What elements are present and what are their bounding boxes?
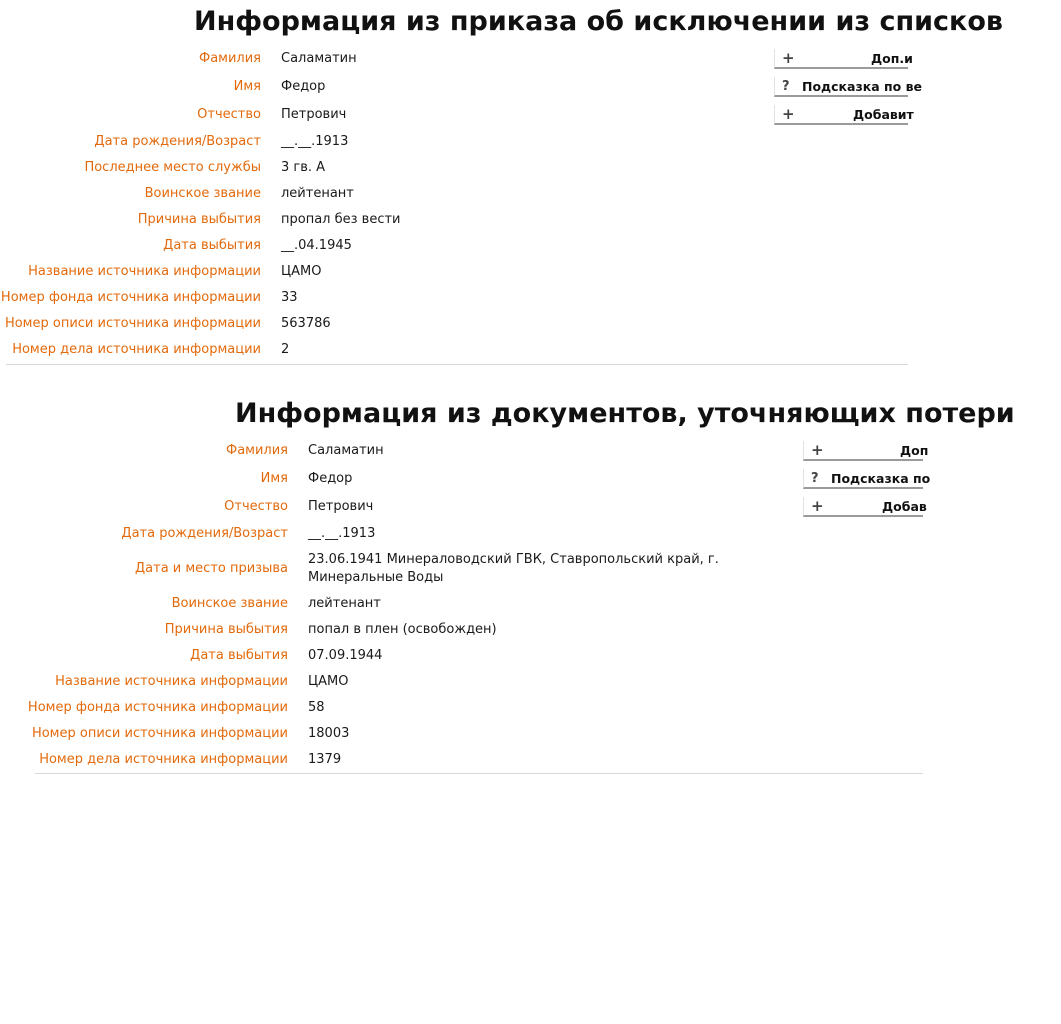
record-exclusion-order (0, 0, 1003, 370)
field-value: лейтенант (281, 186, 354, 201)
plus-icon: + (811, 441, 824, 459)
field-label: Номер фонда источника информации (0, 290, 261, 305)
field-value: 563786 (281, 316, 331, 331)
field-value: 3 гв. А (281, 160, 326, 175)
field-value: 33 (281, 290, 298, 305)
field-label: Отчество (224, 499, 288, 514)
field-value: 2 (281, 342, 290, 357)
field-value: лейтенант (308, 596, 381, 611)
field-label: Номер описи источника информации (4, 316, 261, 331)
question-icon: ? (811, 471, 819, 486)
field-value: ЦАМО (308, 674, 349, 689)
field-label: Номер дела источника информации (12, 342, 261, 357)
button-label: Подсказка по (831, 471, 931, 486)
field-label: Фамилия (226, 443, 288, 458)
field-value: __.04.1945 (281, 238, 352, 253)
field-value: попал в плен (освобожден) (308, 622, 497, 637)
search-hint-button[interactable] (803, 469, 931, 489)
field-value: 23.06.1941 Минераловодский ГВК, Ставропольский край, г. Минеральные Воды (308, 552, 719, 585)
field-label: Отчество (197, 107, 261, 122)
field-label: Фамилия (199, 51, 261, 66)
field-value: __.__.1913 (308, 526, 376, 541)
search-hint-button[interactable] (774, 77, 922, 97)
field-label: Дата и место призыва (135, 561, 288, 576)
field-label: Последнее место службы (84, 160, 261, 175)
field-value: ЦАМО (281, 264, 322, 279)
record-title: Информация из приказа об исключении из списков (194, 6, 1003, 37)
field-value: Петрович (308, 499, 374, 514)
field-value: 58 (308, 700, 325, 715)
field-label: Причина выбытия (137, 212, 261, 227)
field-label: Дата выбытия (163, 238, 261, 253)
field-value: Саламатин (281, 51, 357, 66)
additional-info-button[interactable] (774, 49, 913, 69)
field-label: Имя (260, 471, 288, 486)
button-label: Добав (882, 499, 927, 514)
field-label: Воинское звание (171, 596, 288, 611)
record-title: Информация из документов, уточняющих потери (235, 398, 1015, 429)
button-label: Доп.и (871, 51, 913, 66)
button-label: Подсказка по ве (802, 79, 922, 94)
field-label: Название источника информации (55, 674, 288, 689)
plus-icon: + (811, 497, 824, 515)
question-icon: ? (782, 79, 790, 94)
field-value: 18003 (308, 726, 350, 741)
plus-icon: + (782, 49, 795, 67)
field-value: __.__.1913 (281, 134, 349, 149)
field-label: Имя (233, 79, 261, 94)
plus-icon: + (782, 105, 795, 123)
add-button[interactable] (803, 497, 927, 517)
button-label: Доп (900, 443, 929, 458)
field-label: Название источника информации (28, 264, 261, 279)
additional-info-button[interactable] (803, 441, 929, 461)
field-label: Причина выбытия (164, 622, 288, 637)
field-value: 1379 (308, 752, 342, 767)
record-loss-clarification (0, 392, 1015, 777)
field-value: Петрович (281, 107, 347, 122)
field-value: Саламатин (308, 443, 384, 458)
field-label: Номер описи источника информации (31, 726, 288, 741)
field-label: Дата выбытия (190, 648, 288, 663)
field-value: Федор (308, 471, 353, 486)
field-label: Номер дела источника информации (39, 752, 288, 767)
divider (35, 773, 923, 774)
field-value: пропал без вести (281, 212, 401, 227)
add-button[interactable] (774, 105, 914, 125)
field-label: Номер фонда источника информации (27, 700, 288, 715)
button-label: Добавит (853, 107, 914, 122)
field-value: Федор (281, 79, 326, 94)
divider (6, 364, 908, 365)
field-value: 07.09.1944 (308, 648, 383, 663)
field-label: Дата рождения/Возраст (121, 526, 288, 541)
field-label: Воинское звание (144, 186, 261, 201)
field-label: Дата рождения/Возраст (94, 134, 261, 149)
